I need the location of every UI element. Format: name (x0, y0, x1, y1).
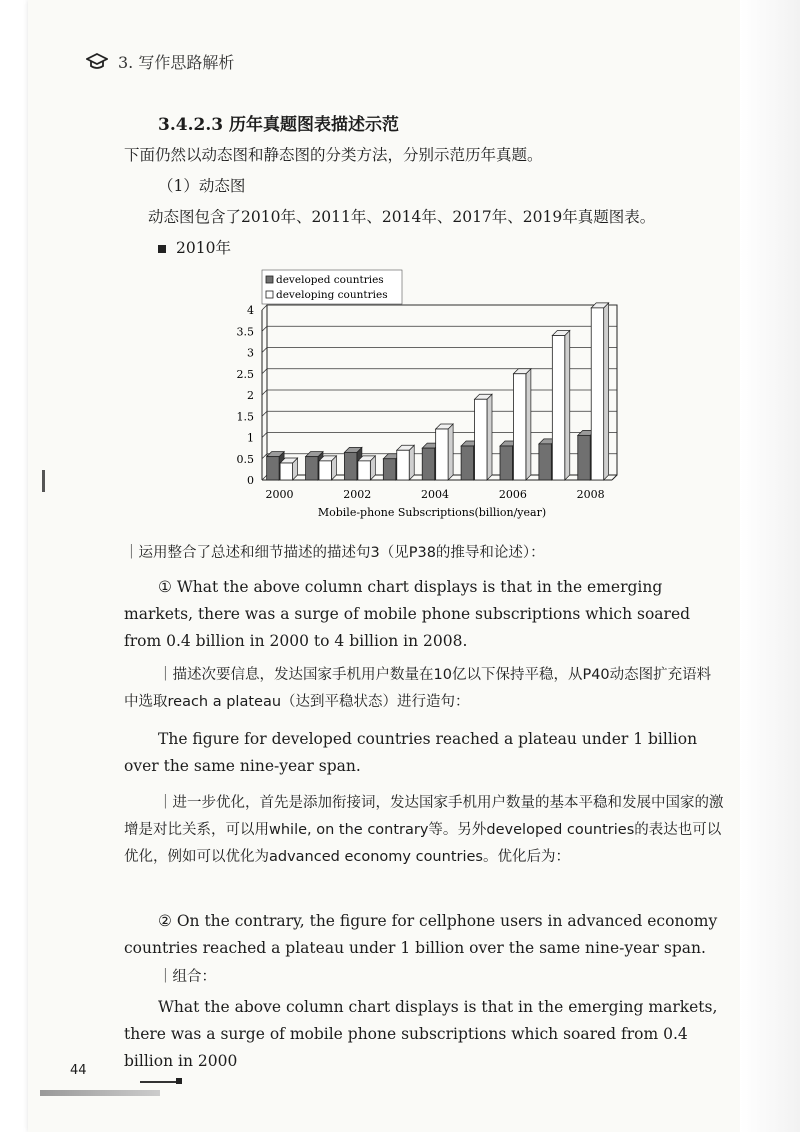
bar-developing-2008 (591, 308, 603, 480)
year-label-text: 2010年 (176, 239, 231, 257)
footer-bar (40, 1090, 160, 1096)
x-axis-label: Mobile-phone Subscriptions(billion/year) (317, 506, 547, 519)
graduation-cap-icon (86, 53, 108, 71)
paragraph-3: ② On the contrary, the figure for cellphone users in advanced economy countries reached a plateau under 1 billion over the same nine-year span. (124, 912, 718, 957)
chapter-title: 3. 写作思路解析 (118, 53, 235, 72)
bar-developed-2000 (267, 457, 279, 480)
bar-side (565, 331, 570, 481)
subheading: （1）动态图 (158, 177, 246, 195)
y-tick-label: 1.5 (236, 410, 254, 424)
bar-developed-2008 (578, 435, 590, 480)
legend-label: developing countries (276, 289, 388, 301)
note-1: ｜运用整合了总述和细节描述的描述句3（见P38的推导和论述）： (124, 545, 545, 561)
y-tick-label: 4 (247, 304, 254, 317)
bar-developed-2006 (500, 446, 512, 480)
bar-developing-2006 (513, 374, 525, 480)
page-number: 44 (70, 1063, 87, 1078)
bar-developed-2004 (422, 448, 434, 480)
bar-developing-2003 (397, 450, 409, 480)
bar-developed-2002 (344, 452, 356, 480)
bar-side (448, 424, 453, 480)
footer-dot (176, 1078, 182, 1084)
bar-chart (210, 262, 630, 524)
bar-developing-2001 (319, 461, 331, 480)
gridline-depth (262, 411, 267, 416)
bar-side (487, 394, 492, 480)
note-2: ｜描述次要信息，发达国家手机用户数量在10亿以下保持平稳，从P40动态图扩充语料中选取reach a plateau（达到平稳状态）进行造句： (124, 667, 712, 710)
year-label (158, 236, 231, 258)
bar-developing-2000 (280, 463, 292, 480)
gridline-depth (262, 475, 267, 480)
subheading-intro: 动态图包含了2010年、2011年、2014年、2017年、2019年真题图表。 (148, 208, 656, 226)
legend-swatch (266, 291, 273, 298)
note-3: ｜进一步优化，首先是添加衔接词，发达国家手机用户数量的基本平稳和发展中国家的激增是对比关系，可以用while, on the contrary等。另外developed countries的表达也可以优化，例如可以优化为advanced economy countries。优化后为： (124, 795, 724, 865)
legend-swatch (266, 276, 273, 283)
paragraph-2: The figure for developed countries reached a plateau under 1 billion over the same nine-year span. (124, 730, 698, 775)
y-tick-label: 0.5 (236, 452, 254, 466)
y-tick-label: 3 (247, 346, 254, 360)
x-tick-label: 2008 (576, 488, 605, 501)
x-tick-label: 2004 (421, 488, 450, 501)
footer-line (140, 1081, 180, 1083)
legend-label: developed countries (276, 274, 384, 286)
gridline-depth (262, 305, 267, 310)
bar-developing-2007 (552, 336, 564, 481)
gridline-depth (262, 348, 267, 353)
y-tick-label: 1 (247, 431, 254, 445)
gridline-depth (262, 390, 267, 395)
y-tick-label: 2.5 (236, 367, 254, 381)
section-title: 3.4.2.3 历年真题图表描述示范 (158, 115, 399, 135)
chapter-header (86, 50, 234, 73)
paragraph-1: ① What the above column chart displays is that in the emerging markets, there was a surge of mobile phone subscriptions which soared from 0.4 billion in 2000 to 4 billion in 2008. (124, 578, 691, 650)
section-intro: 下面仍然以动态图和静态图的分类方法，分别示范历年真题。 (124, 146, 543, 164)
bar-developed-2003 (383, 459, 395, 480)
bar-side (526, 369, 531, 480)
y-tick-label: 0 (247, 474, 254, 487)
bar-developing-2002 (358, 461, 370, 480)
x-tick-label: 2002 (343, 488, 372, 501)
axis-corner (612, 475, 617, 480)
x-tick-label: 2006 (498, 488, 527, 501)
paragraph-4: What the above column chart displays is that in the emerging markets, there was a surge of mobile phone subscriptions which soared from 0.4 billion in 2000 (124, 998, 718, 1070)
bar-side (409, 445, 414, 480)
bar-developing-2004 (436, 429, 448, 480)
x-tick-label: 2000 (265, 488, 294, 501)
bar-side (604, 303, 609, 480)
bar-developed-2001 (306, 457, 318, 480)
bar-developed-2007 (539, 444, 551, 480)
note-4: ｜组合： (158, 969, 216, 985)
page-edge (740, 0, 800, 1132)
y-tick-label: 3.5 (236, 325, 254, 339)
binding-mark (42, 470, 45, 492)
gridline-depth (262, 433, 267, 438)
bar-developing-2005 (475, 399, 487, 480)
gridline-depth (262, 326, 267, 331)
bar-developed-2005 (461, 446, 473, 480)
gridline-depth (262, 454, 267, 459)
square-bullet-icon (158, 245, 166, 253)
y-tick-label: 2 (247, 389, 254, 402)
gridline-depth (262, 369, 267, 374)
